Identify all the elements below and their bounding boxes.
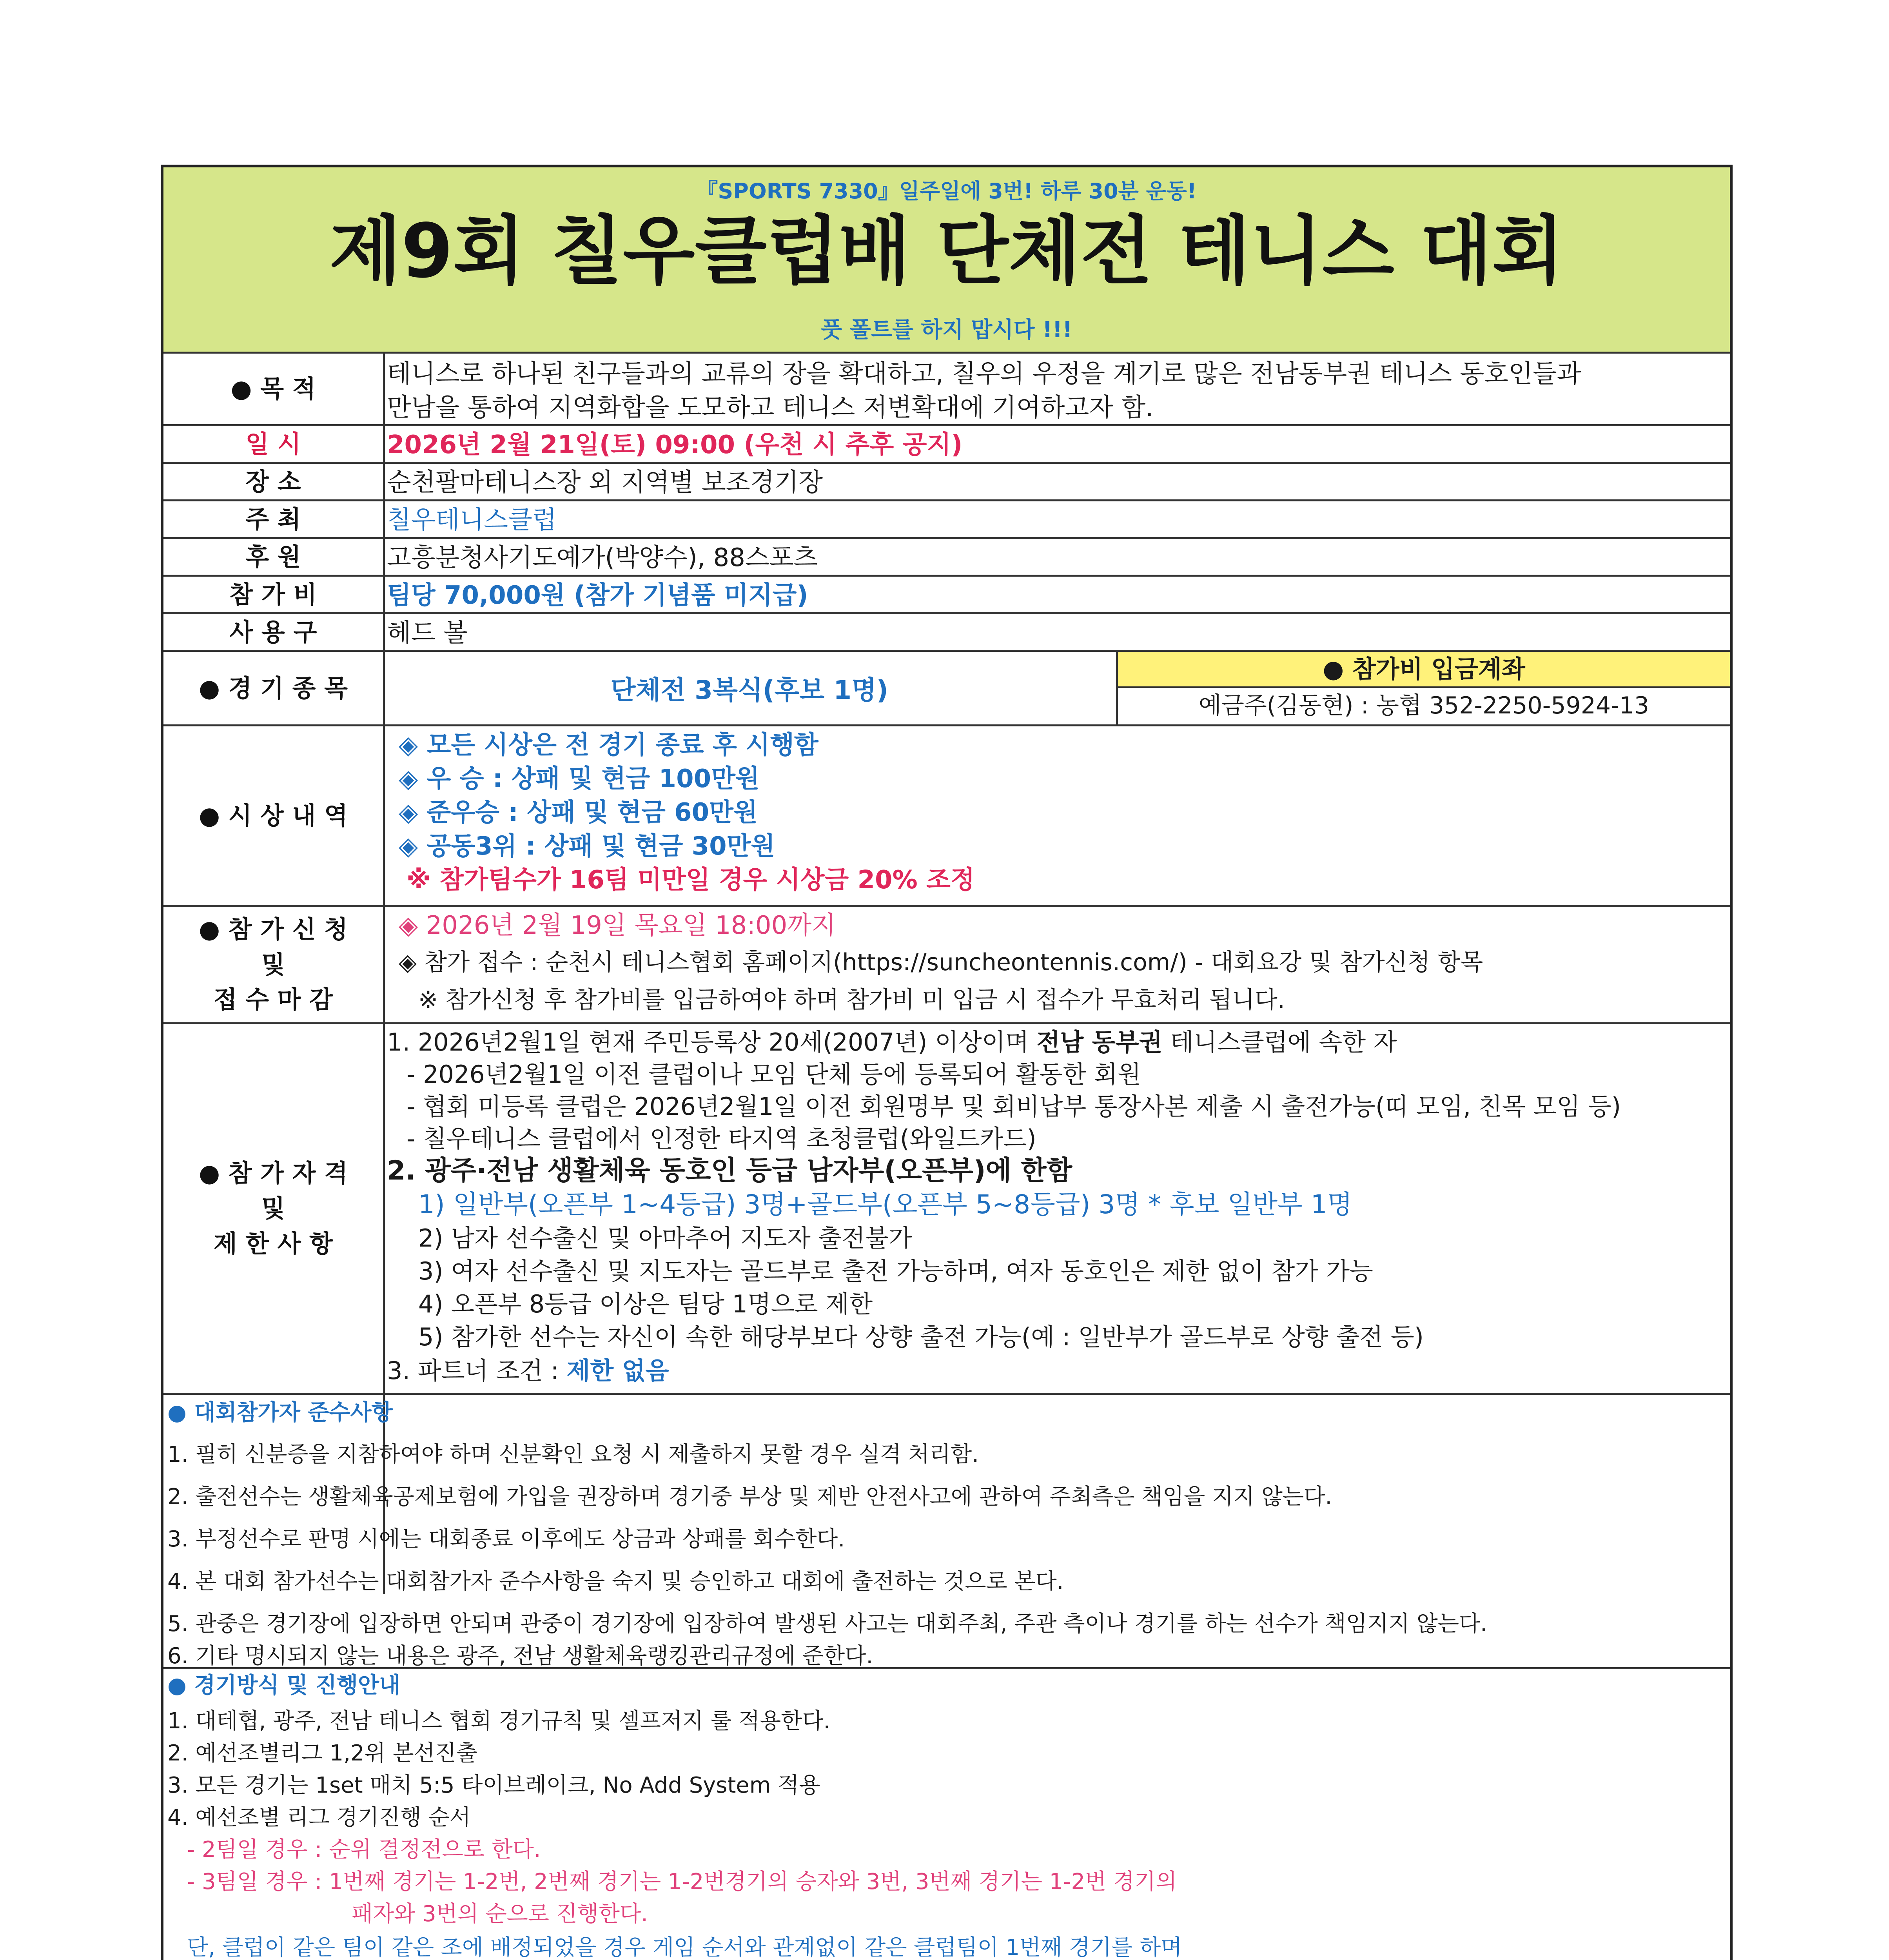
rule-item-3: 3. 부정선수로 판명 시에는 대회종료 이후에도 상금과 상패를 회수한다. bbox=[167, 1526, 845, 1552]
purpose-label: ● 목 적 bbox=[230, 374, 316, 403]
row-host bbox=[163, 499, 1730, 537]
subtitle: 풋 폴트를 하지 맙시다 !!! bbox=[821, 317, 1072, 343]
rules-section bbox=[163, 1393, 1730, 1667]
fee-value: 팀당 70,000원 (참가 기념품 미지급) bbox=[387, 581, 808, 610]
document-sheet bbox=[161, 165, 1733, 1960]
host-label: 주 최 bbox=[245, 505, 301, 534]
row-prizes bbox=[163, 724, 1730, 905]
purpose-line-1: 테니스로 하나된 친구들과의 교류의 장을 확대하고, 칠우의 우정을 계기로 많은 전남동부권 테니스 동호인들과 bbox=[387, 359, 1581, 388]
prize-item-3: ◈ 준우승 : 상패 및 현금 60만원 bbox=[399, 798, 758, 827]
rule-item-1: 1. 필히 신분증을 지참하여야 하며 신분확인 요청 시 제출하지 못할 경우 실격 처리함. bbox=[167, 1442, 979, 1467]
eligibility-line-11b: 제한 없음 bbox=[566, 1356, 669, 1385]
prize-item-1: ◈ 모든 시상은 전 경기 종료 후 시행함 bbox=[399, 731, 818, 760]
date-label: 일 시 bbox=[245, 430, 301, 459]
prize-item-4: ◈ 공동3위 : 상패 및 현금 30만원 bbox=[399, 832, 775, 861]
row-application bbox=[163, 905, 1730, 1022]
row-date bbox=[163, 424, 1730, 462]
match-item-4d: 단, 클럽이 같은 팀이 같은 조에 배정되었을 경우 게임 순서와 관계없이 같은 클럽팀이 1번째 경기를 하며 bbox=[187, 1935, 1182, 1960]
match-item-4a: - 2팀일 경우 : 순위 결정전으로 한다. bbox=[187, 1837, 541, 1862]
application-label bbox=[163, 907, 383, 1022]
event-label: ● 경 기 종 목 bbox=[198, 673, 348, 702]
eligibility-line-8: 3) 여자 선수출신 및 지도자는 골드부로 출전 가능하며, 여자 동호인은 제한 없이 참가 가능 bbox=[418, 1257, 1373, 1285]
row-purpose bbox=[163, 352, 1730, 424]
match-item-4b: - 3팀일 경우 : 1번째 경기는 1-2번, 2번째 경기는 1-2번경기의 승자와 3번, 3번째 경기는 1-2번 경기의 bbox=[187, 1869, 1177, 1895]
application-note: ※ 참가신청 후 참가비를 입금하여야 하며 참가비 미 입금 시 접수가 무효처리 됩니다. bbox=[418, 986, 1285, 1014]
sponsor-label: 후 원 bbox=[245, 543, 301, 572]
row-sponsor bbox=[163, 537, 1730, 575]
match-item-3: 3. 모든 경기는 1set 매치 5:5 타이브레이크, No Add System 적용 bbox=[167, 1773, 820, 1798]
rules-title: ● 대회참가자 준수사항 bbox=[167, 1400, 393, 1425]
prizes-label: ● 시 상 내 역 bbox=[198, 801, 348, 830]
eligibility-line-1b: 전남 동부권 bbox=[1036, 1028, 1163, 1056]
rule-item-4: 4. 본 대회 참가선수는 대회참가자 준수사항을 숙지 및 승인하고 대회에 출전하는 것으로 본다. bbox=[167, 1569, 1064, 1594]
eligibility-label-2: 및 bbox=[261, 1194, 285, 1223]
match-item-4: 4. 예선조별 리그 경기진행 순서 bbox=[167, 1805, 471, 1830]
fee-label: 참 가 비 bbox=[229, 580, 317, 609]
rule-item-2: 2. 출전선수는 생활체육공제보험에 가입을 권장하며 경기중 부상 및 제반 안전사고에 관하여 주최측은 책임을 지지 않는다. bbox=[167, 1484, 1332, 1510]
row-ball bbox=[163, 612, 1730, 650]
account-title-box bbox=[1118, 652, 1730, 688]
header-band bbox=[163, 167, 1730, 352]
eligibility-line-11 bbox=[387, 1353, 1722, 1389]
rule-item-6: 6. 기타 명시되지 않는 내용은 광주, 전남 생활체육랭킹관리규정에 준한다. bbox=[167, 1643, 873, 1669]
eligibility-line-11a: 3. 파트너 조건 : bbox=[387, 1356, 567, 1385]
row-venue bbox=[163, 462, 1730, 499]
row-eligibility bbox=[163, 1022, 1730, 1393]
eligibility-label bbox=[163, 1024, 383, 1393]
date-value: 2026년 2월 21일(토) 09:00 (우천 시 추후 공지) bbox=[387, 430, 963, 459]
sponsor-value: 고흥분청사기도예가(박양수), 88스포츠 bbox=[387, 543, 818, 572]
prize-note: ※ 참가팀수가 16팀 미만일 경우 시상금 20% 조정 bbox=[406, 866, 975, 895]
row-fee bbox=[163, 575, 1730, 612]
match-item-4c: 패자와 3번의 순으로 진행한다. bbox=[352, 1901, 648, 1927]
account-title: ● 참가비 입금계좌 bbox=[1323, 655, 1525, 683]
match-item-1: 1. 대테협, 광주, 전남 테니스 협회 경기규칙 및 셀프저지 룰 적용한다. bbox=[167, 1708, 831, 1734]
application-deadline: ◈ 2026년 2월 19일 목요일 18:00까지 bbox=[399, 911, 836, 940]
eligibility-label-1: ● 참 가 자 격 bbox=[198, 1159, 348, 1188]
prize-item-2: ◈ 우 승 : 상패 및 현금 100만원 bbox=[399, 764, 760, 793]
eligibility-line-4: - 칠우테니스 클럽에서 인정한 타지역 초청클럽(와일드카드) bbox=[406, 1124, 1036, 1153]
tagline: 『SPORTS 7330』일주일에 3번! 하루 30분 운동! bbox=[697, 179, 1197, 203]
application-label-1: ● 참 가 신 청 bbox=[198, 915, 348, 944]
host-value: 칠우테니스클럽 bbox=[387, 506, 557, 535]
eligibility-line-3: - 협회 미등록 클럽은 2026년2월1일 이전 회원명부 및 회비납부 통장사본 제출 시 출전가능(띠 모임, 친목 모임 등) bbox=[406, 1092, 1621, 1121]
page-title: 제9회 칠우클럽배 단체전 테니스 대회 bbox=[329, 208, 1564, 294]
eligibility-line-7: 2) 남자 선수출신 및 아마추어 지도자 출전불가 bbox=[418, 1224, 912, 1252]
event-value: 단체전 3복식(후보 1명) bbox=[610, 675, 889, 705]
application-method: ◈ 참가 접수 : 순천시 테니스협회 홈페이지(https://suncheontennis.com/) - 대회요강 및 참가신청 항목 bbox=[399, 949, 1483, 976]
venue-value: 순천팔마테니스장 외 지역별 보조경기장 bbox=[387, 468, 823, 497]
purpose-line-2: 만남을 통하여 지역화합을 도모하고 테니스 저변확대에 기여하고자 함. bbox=[387, 393, 1154, 422]
application-label-2: 및 bbox=[261, 950, 285, 979]
eligibility-label-3: 제 한 사 항 bbox=[213, 1229, 333, 1258]
ball-label: 사 용 구 bbox=[229, 618, 317, 647]
rule-item-5: 5. 관중은 경기장에 입장하면 안되며 관중이 경기장에 입장하여 발생된 사고는 대회주최, 주관 측이나 경기를 하는 선수가 책임지지 않는다. bbox=[167, 1611, 1487, 1637]
row-event bbox=[163, 650, 1730, 724]
eligibility-line-1 bbox=[387, 1024, 1722, 1060]
eligibility-line-1c: 테니스클럽에 속한 자 bbox=[1162, 1028, 1397, 1056]
match-item-2: 2. 예선조별리그 1,2위 본선진출 bbox=[167, 1740, 477, 1766]
eligibility-line-5: 2. 광주·전남 생활체육 동호인 등급 남자부(오픈부)에 한함 bbox=[387, 1155, 1072, 1186]
venue-label: 장 소 bbox=[245, 467, 301, 496]
match-section bbox=[163, 1667, 1730, 1960]
match-title: ● 경기방식 및 진행안내 bbox=[167, 1673, 401, 1698]
eligibility-line-1a: 1. 2026년2월1일 현재 주민등록상 20세(2007년) 이상이며 bbox=[387, 1028, 1037, 1056]
ball-value: 헤드 볼 bbox=[387, 619, 468, 648]
eligibility-line-2: - 2026년2월1일 이전 클럽이나 모임 단체 등에 등록되어 활동한 회원 bbox=[406, 1060, 1141, 1089]
eligibility-line-10: 5) 참가한 선수는 자신이 속한 해당부보다 상향 출전 가능(예 : 일반부가 골드부로 상향 출전 등) bbox=[418, 1323, 1424, 1351]
account-value: 예금주(김동현) : 농협 352-2250-5924-13 bbox=[1198, 692, 1649, 719]
eligibility-line-9: 4) 오픈부 8등급 이상은 팀당 1명으로 제한 bbox=[418, 1290, 873, 1318]
application-label-3: 접 수 마 감 bbox=[213, 985, 333, 1014]
eligibility-line-6: 1) 일반부(오픈부 1~4등급) 3명+골드부(오픈부 5~8등급) 3명 * 후보 일반부 1명 bbox=[418, 1189, 1352, 1220]
